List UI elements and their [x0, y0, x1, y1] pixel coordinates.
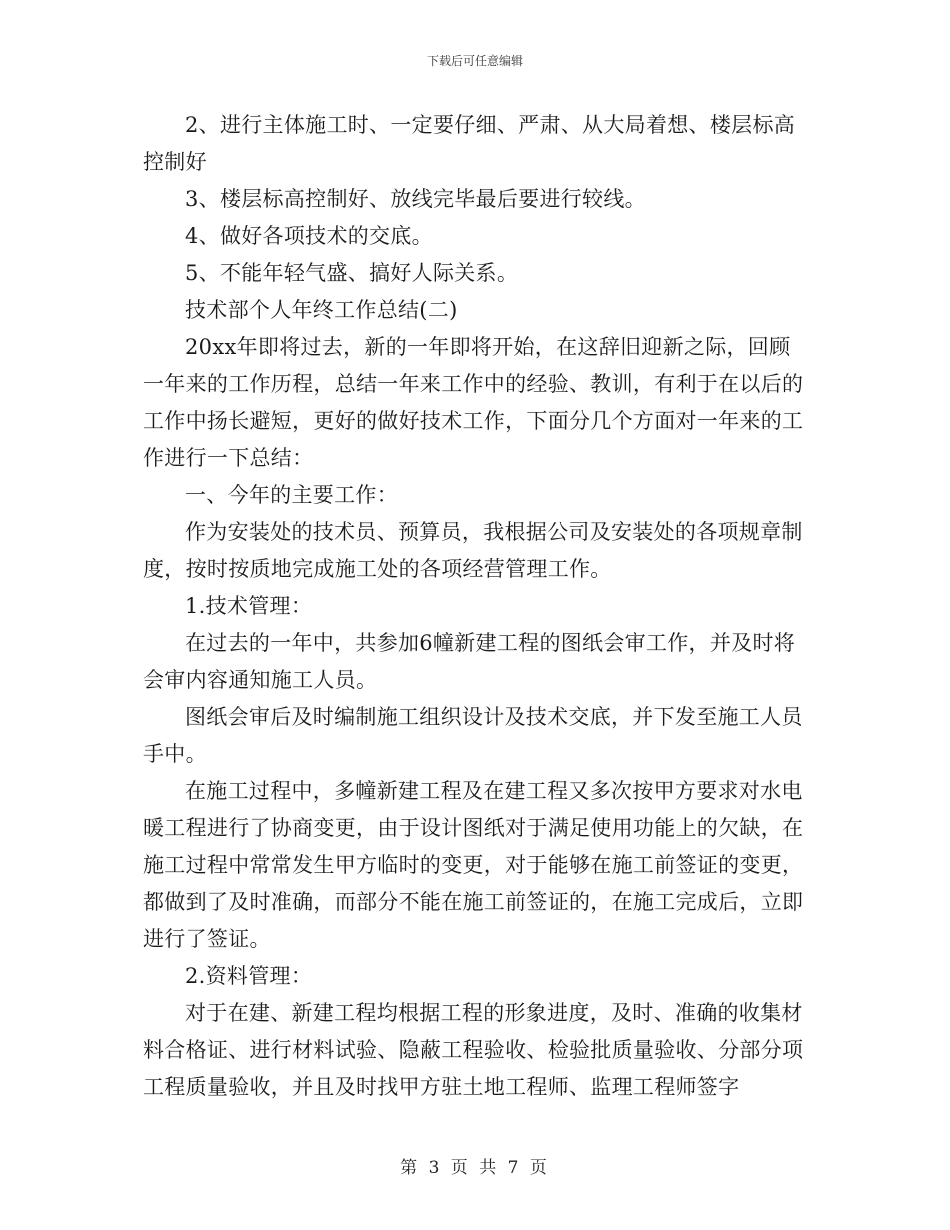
paragraph: 20xx年即将过去，新的一年即将开始，在这辞旧迎新之际，回顾一年来的工作历程，总结一年来工作中的经验、教训，有利于在以后的工作中扬长避短，更好的做好技术工作，下面分几个方面对一年来的工作进行一下总结：	[143, 335, 804, 470]
paragraph: 4、做好各项技术的交底。	[185, 224, 433, 248]
subsection-heading: 2.资料管理：	[185, 964, 313, 988]
paragraph: 作为安装处的技术员、预算员，我根据公司及安装处的各项规章制度，按时按质地完成施工处的各项经营管理工作。	[143, 520, 803, 581]
paragraph: 在施工过程中，多幢新建工程及在建工程又多次按甲方要求对水电暖工程进行了协商变更，由于设计图纸对于满足使用功能上的欠缺，在施工过程中常常发生甲方临时的变更，对于能够在施工前签证的变更，都做到了及时准确，而部分不能在施工前签证的，在施工完成后，立即进行了签证。	[143, 779, 804, 951]
paragraph: 在过去的一年中，共参加6幢新建工程的图纸会审工作，并及时将会审内容通知施工人员。	[143, 631, 796, 692]
section-heading: 一、今年的主要工作：	[185, 483, 398, 507]
paragraph: 5、不能年轻气盛、搞好人际关系。	[185, 261, 519, 285]
document-body	[143, 107, 808, 1106]
section-title: 技术部个人年终工作总结(二)	[185, 298, 458, 322]
page-number-footer: 第 3 页 共 7 页	[400, 1158, 550, 1178]
subsection-heading: 1.技术管理：	[185, 594, 313, 618]
paragraph: 图纸会审后及时编制施工组织设计及技术交底，并下发至施工人员手中。	[143, 705, 803, 766]
page-header: 下载后可任意编辑	[426, 54, 523, 68]
paragraph: 对于在建、新建工程均根据工程的形象进度，及时、准确的收集材料合格证、进行材料试验、隐蔽工程验收、检验批质量验收、分部分项工程质量验收，并且及时找甲方驻土地工程师、监理工程师签字	[143, 1001, 804, 1099]
paragraph: 2、进行主体施工时、一定要仔细、严肃、从大局着想、楼层标高控制好	[143, 113, 796, 174]
paragraph: 3、楼层标高控制好、放线完毕最后要进行较线。	[185, 187, 646, 211]
